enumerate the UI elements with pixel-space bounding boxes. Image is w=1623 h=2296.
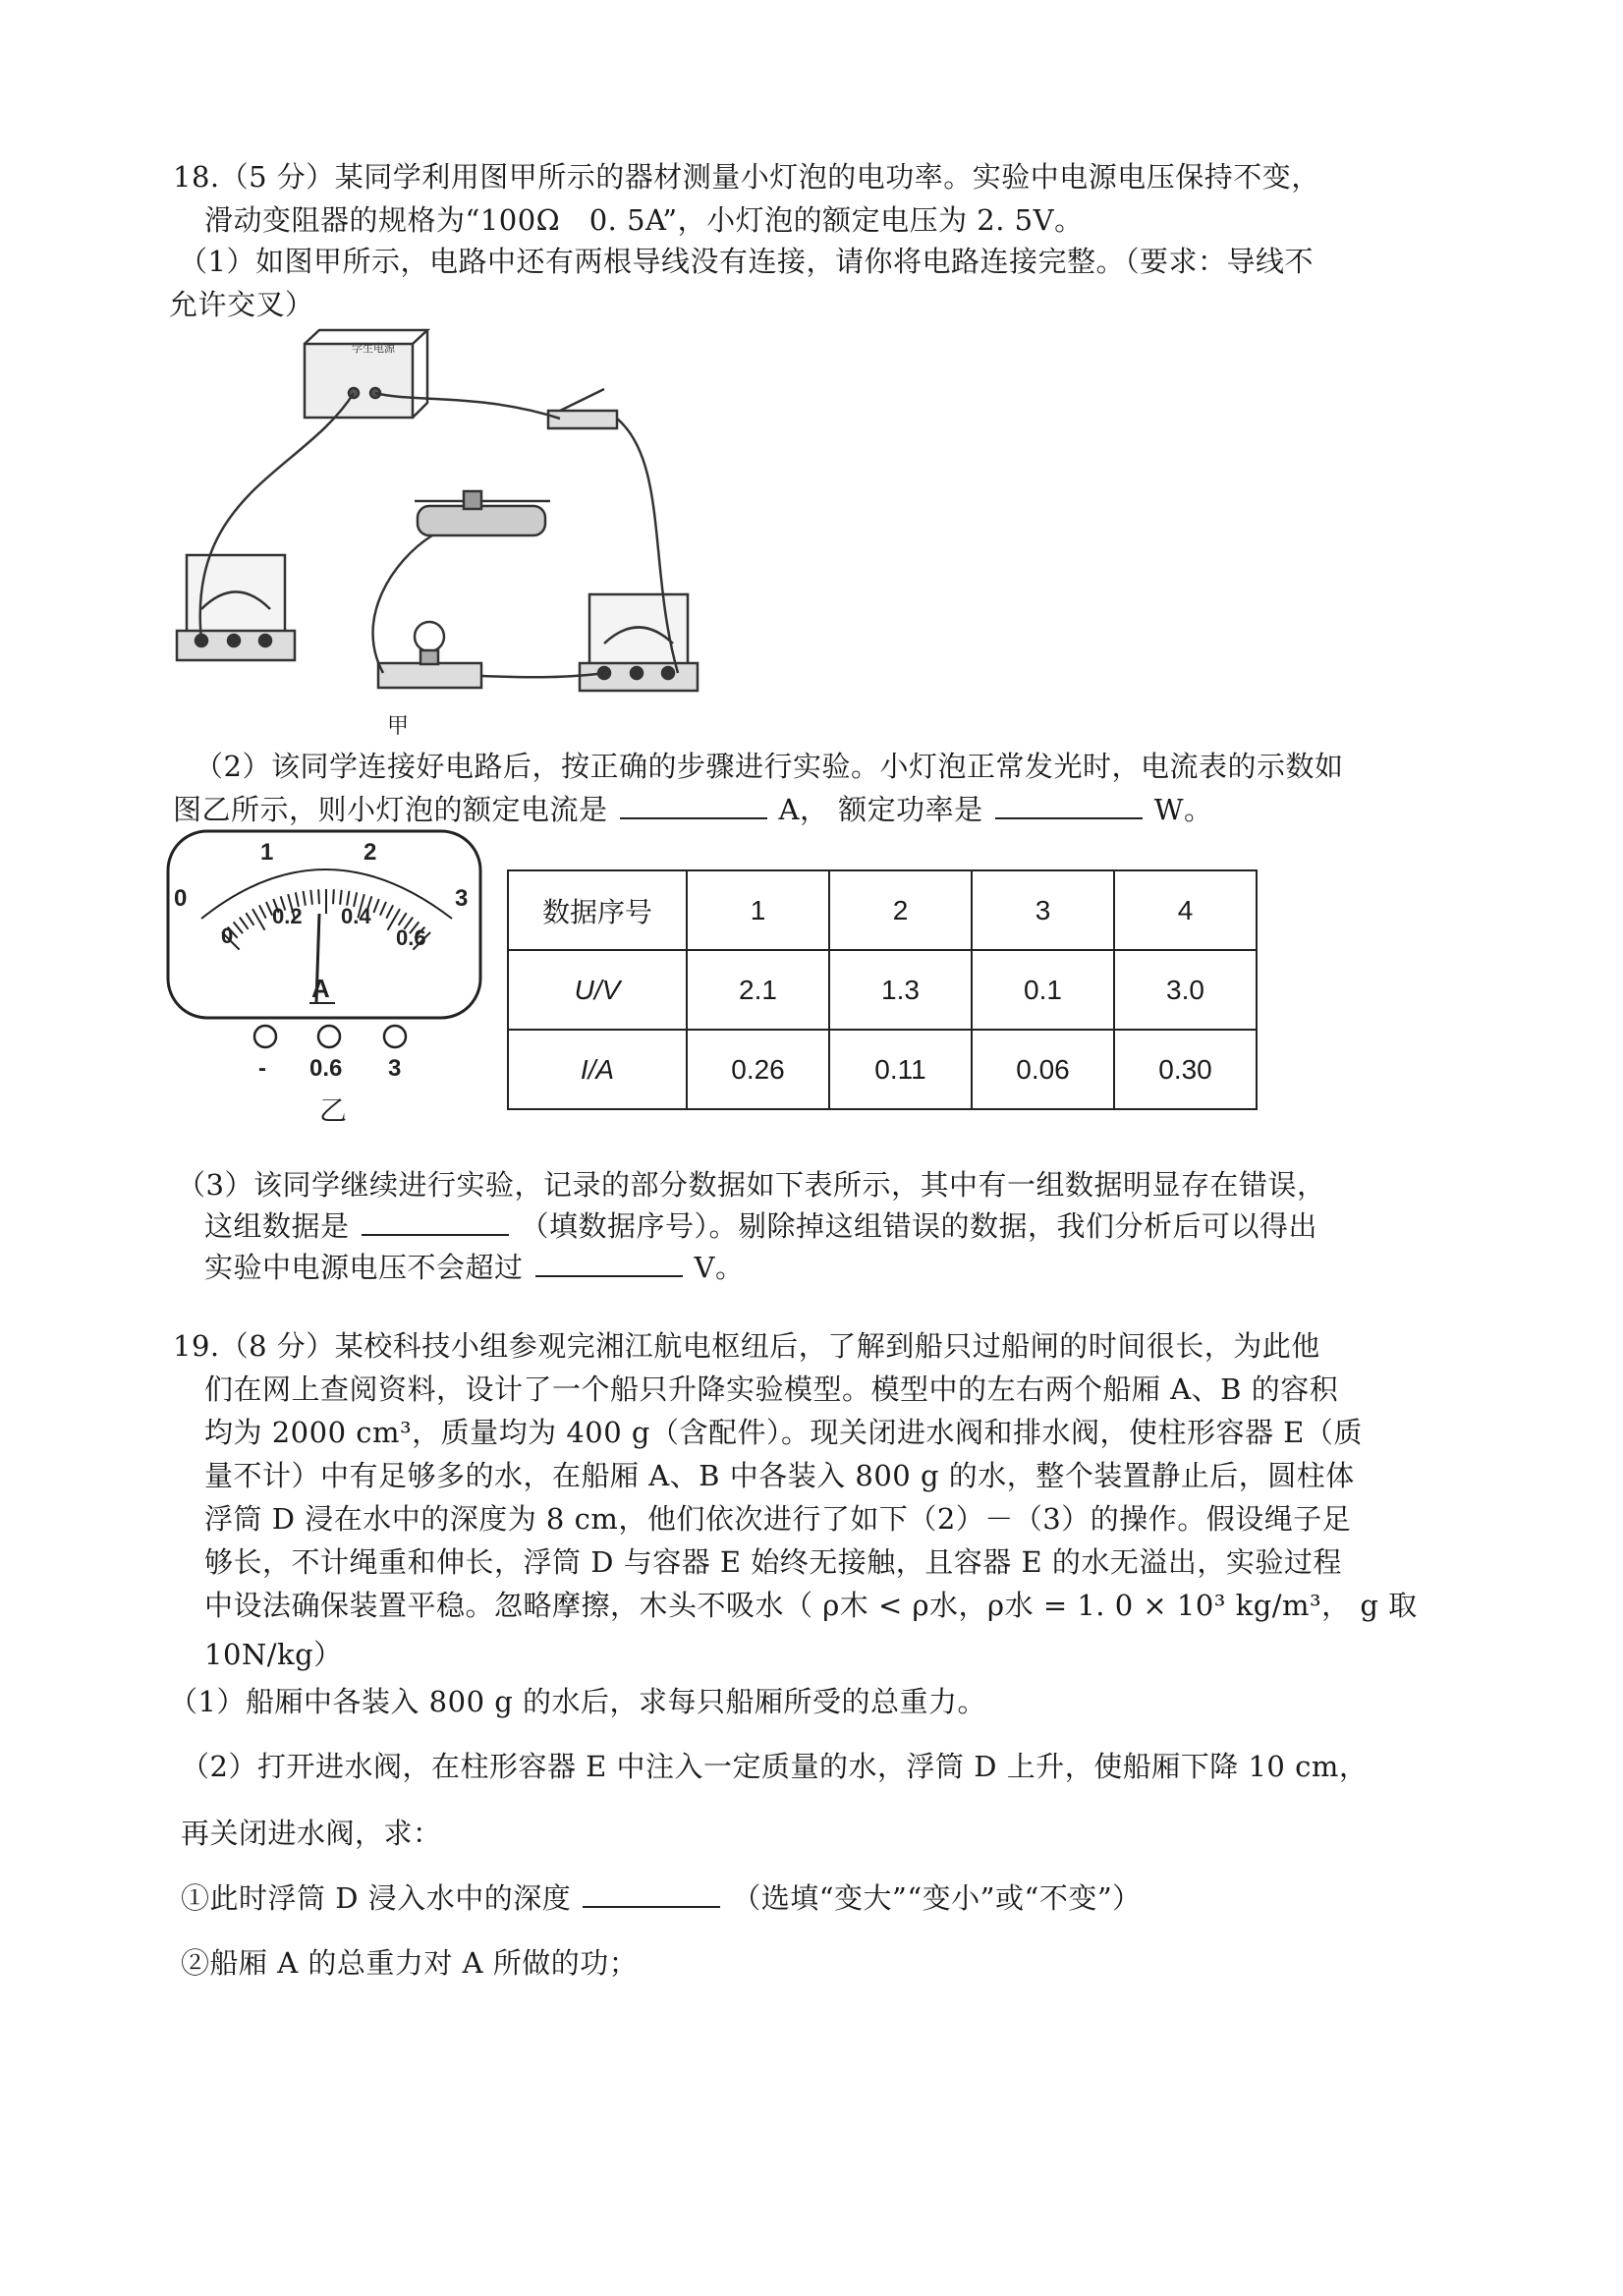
ammeter-unit: A	[311, 974, 330, 1003]
terminal-label-negative: -	[258, 1055, 266, 1082]
scale-tick	[304, 891, 306, 906]
q18-part2-line1: （2）该同学连接好电路后，按正确的步骤进行实验。小灯泡正常发光时，电流表的示数如	[195, 750, 1344, 783]
top-scale-2: 2	[364, 839, 377, 866]
power-supply	[305, 344, 413, 418]
scale-tick	[380, 902, 386, 916]
q18-part3-line3: 实验中电源电压不会超过 V。	[204, 1251, 745, 1284]
power-supply-label: 学生电源	[352, 342, 395, 355]
q19-stem-line1: 19.（8 分）某校科技小组参观完湘江航电枢纽后，了解到船只过船闸的时间很长，为此他	[173, 1329, 1320, 1363]
terminal-negative	[254, 1026, 276, 1047]
bottom-scale-0.2: 0.2	[272, 904, 303, 928]
q18-stem-line2: 滑动变阻器的规格为“100Ω 0. 5A”，小灯泡的额定电压为 2. 5V。	[204, 203, 1084, 237]
table-header-cell: 3	[972, 870, 1114, 950]
table-cell: 0.26	[687, 1030, 829, 1109]
figure-yi-caption: 乙	[319, 1094, 348, 1127]
table-cell: 0.1	[972, 950, 1114, 1030]
q19-stem-line7: 中设法确保装置平稳。忽略摩擦，木头不吸水（ ρ木 < ρ水，ρ水 = 1. 0 × 10³ kg/m³， g 取	[204, 1589, 1418, 1622]
scale-tick	[386, 905, 393, 918]
terminal-label-3: 3	[388, 1055, 402, 1082]
bottom-scale-0.4: 0.4	[341, 904, 371, 928]
bottom-scale-0: 0	[221, 924, 234, 948]
ammeter-figure-yi	[162, 825, 486, 1130]
table-header-cell: 数据序号	[508, 870, 687, 950]
table-cell: 0.30	[1114, 1030, 1257, 1109]
top-scale-1: 1	[260, 839, 274, 866]
table-header-cell: 4	[1114, 870, 1257, 950]
top-scale-0: 0	[174, 885, 188, 912]
table-row-label: U/V	[508, 950, 687, 1030]
scale-tick	[373, 899, 378, 913]
answer-blank-rated-power[interactable]	[995, 794, 1143, 819]
q18-part3-line1: （3）该同学继续进行实验，记录的部分数据如下表所示，其中有一组数据明显存在错误，	[177, 1168, 1326, 1202]
switch	[548, 411, 617, 428]
q18-part2-line2: 图乙所示，则小灯泡的额定电流是 A， 额定功率是 W。	[173, 793, 1213, 826]
scale-tick	[310, 890, 312, 905]
q19-stem-line2: 们在网上查阅资料，设计了一个船只升降实验模型。模型中的左右两个船厢 A、B 的容积	[204, 1372, 1339, 1406]
circuit-figure-jia	[157, 324, 707, 737]
scale-tick	[259, 905, 266, 918]
data-table	[507, 869, 1258, 1110]
figure-jia-caption: 甲	[387, 714, 410, 739]
rheostat	[418, 506, 545, 535]
q19-part2-line2: 再关闭进水阀，求：	[181, 1817, 442, 1850]
top-scale-3: 3	[455, 885, 469, 912]
q19-part2-line1: （2）打开进水阀，在柱形容器 E 中注入一定质量的水，浮筒 D 上升，使船厢下降 10 cm，	[181, 1750, 1369, 1783]
scale-tick	[340, 890, 342, 905]
q18-part1-line1: （1）如图甲所示，电路中还有两根导线没有连接，请你将电路连接完整。（要求：导线不	[179, 245, 1314, 278]
answer-blank-depth-change[interactable]	[583, 1882, 720, 1908]
q19-stem-line6: 够长，不计绳重和伸长，浮筒 D 与容器 E 始终无接触，且容器 E 的水无溢出，实验过程	[204, 1545, 1342, 1579]
answer-blank-rated-current[interactable]	[620, 794, 767, 819]
answer-blank-wrong-data[interactable]	[362, 1210, 509, 1236]
table-row-current	[508, 1030, 1257, 1109]
answer-blank-max-voltage[interactable]	[535, 1252, 683, 1277]
bulb-holder	[378, 663, 481, 688]
table-cell: 0.06	[972, 1030, 1114, 1109]
table-row-voltage	[508, 950, 1257, 1030]
q19-stem-line4: 量不计）中有足够多的水，在船厢 A、B 中各装入 800 g 的水，整个装置静止后，圆柱体	[204, 1459, 1355, 1492]
q18-part1-line2: 允许交叉）	[169, 288, 314, 321]
scale-tick	[234, 922, 243, 933]
q19-stem-line5: 浮筒 D 浸在水中的深度为 8 cm，他们依次进行了如下（2）－（3）的操作。假设绳子足	[204, 1502, 1352, 1536]
q19-part2-sub2: ②船厢 A 的总重力对 A 所做的功；	[181, 1946, 639, 1980]
bottom-scale-0.6: 0.6	[396, 925, 426, 950]
scale-tick	[240, 918, 249, 929]
q19-stem-line3: 均为 2000 cm³，质量均为 400 g（含配件）。现关闭进水阀和排水阀，使柱形容器 E（质	[204, 1416, 1363, 1449]
table-header-cell: 2	[829, 870, 972, 950]
scale-tick	[333, 889, 334, 904]
terminal-3	[384, 1026, 406, 1047]
scale-tick	[318, 889, 319, 904]
terminal-label-0.6: 0.6	[309, 1055, 343, 1082]
table-cell: 0.11	[829, 1030, 972, 1109]
table-cell: 3.0	[1114, 950, 1257, 1030]
q18-part3-line2: 这组数据是 （填数据序号）。剔除掉这组错误的数据，我们分析后可以得出	[204, 1209, 1318, 1243]
terminal-0.6	[318, 1026, 340, 1047]
table-header-cell: 1	[687, 870, 829, 950]
scale-tick	[399, 913, 407, 925]
q19-stem-line8: 10N/kg）	[204, 1638, 343, 1671]
table-cell: 1.3	[829, 950, 972, 1030]
table-row-label: I/A	[508, 1030, 687, 1109]
q18-stem-line1: 18.（5 分）某同学利用图甲所示的器材测量小灯泡的电功率。实验中电源电压保持不变，	[173, 160, 1320, 194]
q19-part2-sub1: ①此时浮筒 D 浸入水中的深度 （选填“变大”“变小”或“不变”）	[181, 1881, 1142, 1915]
scale-tick	[246, 913, 253, 925]
table-header-row	[508, 870, 1257, 950]
q19-part1: （1）船厢中各装入 800 g 的水后，求每只船厢所受的总重力。	[169, 1685, 987, 1718]
table-cell: 2.1	[687, 950, 829, 1030]
